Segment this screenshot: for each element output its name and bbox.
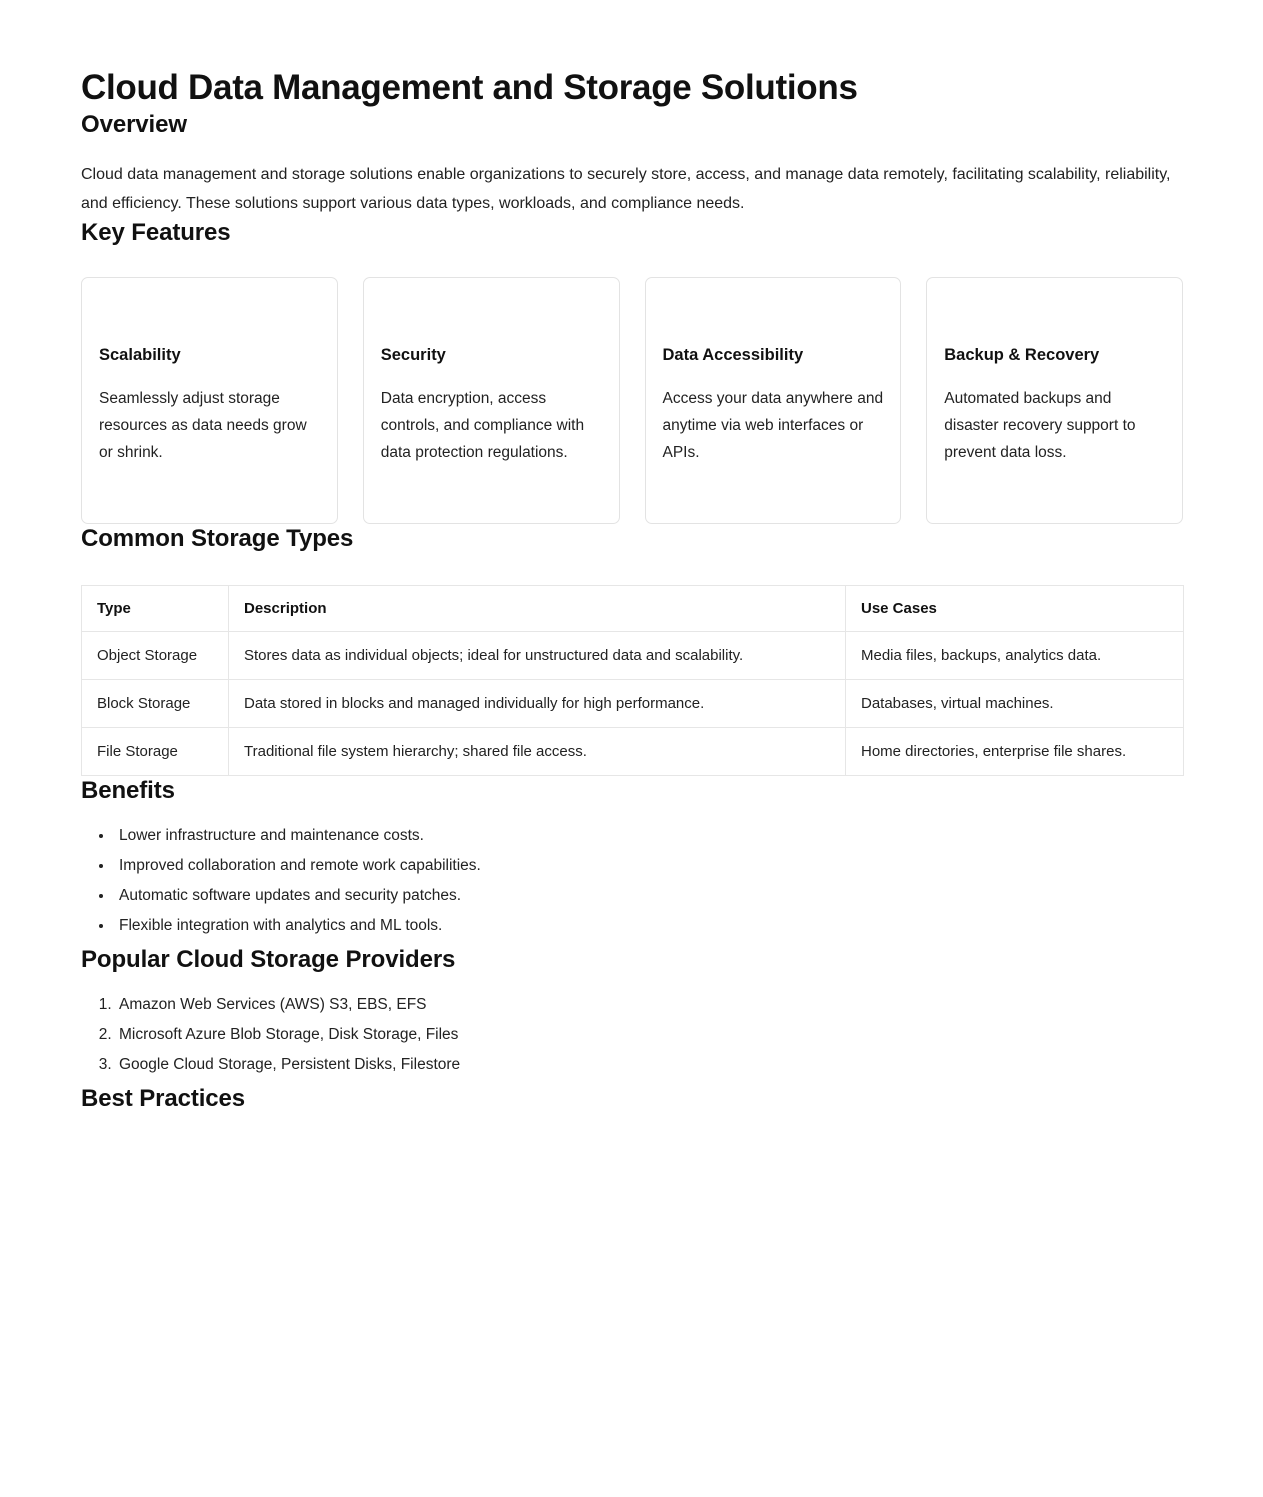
table-header — [82, 586, 1184, 632]
feature-card-title: Data Accessibility — [662, 346, 804, 364]
column-header-type: Type — [82, 586, 229, 632]
list-item: 2. Microsoft Azure Blob Storage, Disk Storage, Files — [116, 1024, 1183, 1046]
feature-card-security — [363, 277, 620, 524]
cell-description: Traditional file system hierarchy; shared file access. — [229, 728, 846, 776]
list-item: • Improved collaboration and remote work capabilities. — [114, 855, 1183, 877]
table-row — [82, 728, 1184, 776]
column-header-description: Description — [229, 586, 846, 632]
feature-card-backup-recovery — [926, 277, 1183, 524]
feature-card-description: Seamlessly adjust storage resources as data needs grow or shrink. — [99, 390, 307, 461]
list-item: • Automatic software updates and security patches. — [114, 885, 1183, 907]
cell-use-cases: Home directories, enterprise file shares. — [846, 728, 1184, 776]
cell-use-cases: Databases, virtual machines. — [846, 680, 1184, 728]
feature-card-title: Scalability — [99, 346, 181, 364]
benefits-list — [81, 825, 1183, 937]
section-heading-overview: Overview — [81, 111, 187, 138]
cell-description: Stores data as individual objects; ideal for unstructured data and scalability. — [229, 632, 846, 680]
table-header-row — [82, 586, 1184, 632]
section-heading-common-storage-types: Common Storage Types — [81, 525, 354, 552]
feature-card-description: Automated backups and disaster recovery support to prevent data loss. — [944, 390, 1136, 461]
cell-description: Data stored in blocks and managed individually for high performance. — [229, 680, 846, 728]
providers-list — [81, 994, 1183, 1076]
cell-type: File Storage — [82, 728, 229, 776]
storage-types-table — [81, 585, 1184, 776]
section-heading-key-features: Key Features — [81, 219, 231, 246]
feature-card-data-accessibility — [645, 277, 902, 524]
feature-card-title: Backup & Recovery — [944, 346, 1100, 364]
column-header-use-cases: Use Cases — [846, 586, 1184, 632]
table-body — [82, 632, 1184, 776]
list-item: • Lower infrastructure and maintenance costs. — [114, 825, 1183, 847]
table-row — [82, 680, 1184, 728]
feature-card-scalability — [81, 277, 338, 524]
list-item: 3. Google Cloud Storage, Persistent Disks, Filestore — [116, 1054, 1183, 1076]
feature-card-description: Data encryption, access controls, and compliance with data protection regulations. — [380, 390, 585, 461]
cell-type: Object Storage — [82, 632, 229, 680]
section-heading-best-practices: Best Practices — [81, 1085, 246, 1112]
feature-card-title: Security — [380, 346, 446, 364]
table-row — [82, 632, 1184, 680]
overview-paragraph: Cloud data management and storage solutions enable organizations to securely store, access, and manage data remotely, facilitating scalability, reliability, and efficiency. These solutions support various data types, workloads, and compliance needs. — [81, 166, 1171, 212]
section-heading-popular-cloud-storage-providers: Popular Cloud Storage Providers — [81, 946, 456, 973]
feature-card-description: Access your data anywhere and anytime via web interfaces or APIs. — [662, 390, 884, 461]
list-item: • Flexible integration with analytics and ML tools. — [114, 915, 1183, 937]
cell-use-cases: Media files, backups, analytics data. — [846, 632, 1184, 680]
section-heading-benefits: Benefits — [81, 777, 175, 804]
list-item: 1. Amazon Web Services (AWS) S3, EBS, EFS — [116, 994, 1183, 1016]
document-content — [81, 0, 1183, 1114]
viewport-clip-area — [0, 1303, 1263, 1497]
page-title: Cloud Data Management and Storage Solutions — [81, 68, 858, 107]
key-features-card-row — [81, 277, 1183, 524]
cell-type: Block Storage — [82, 680, 229, 728]
